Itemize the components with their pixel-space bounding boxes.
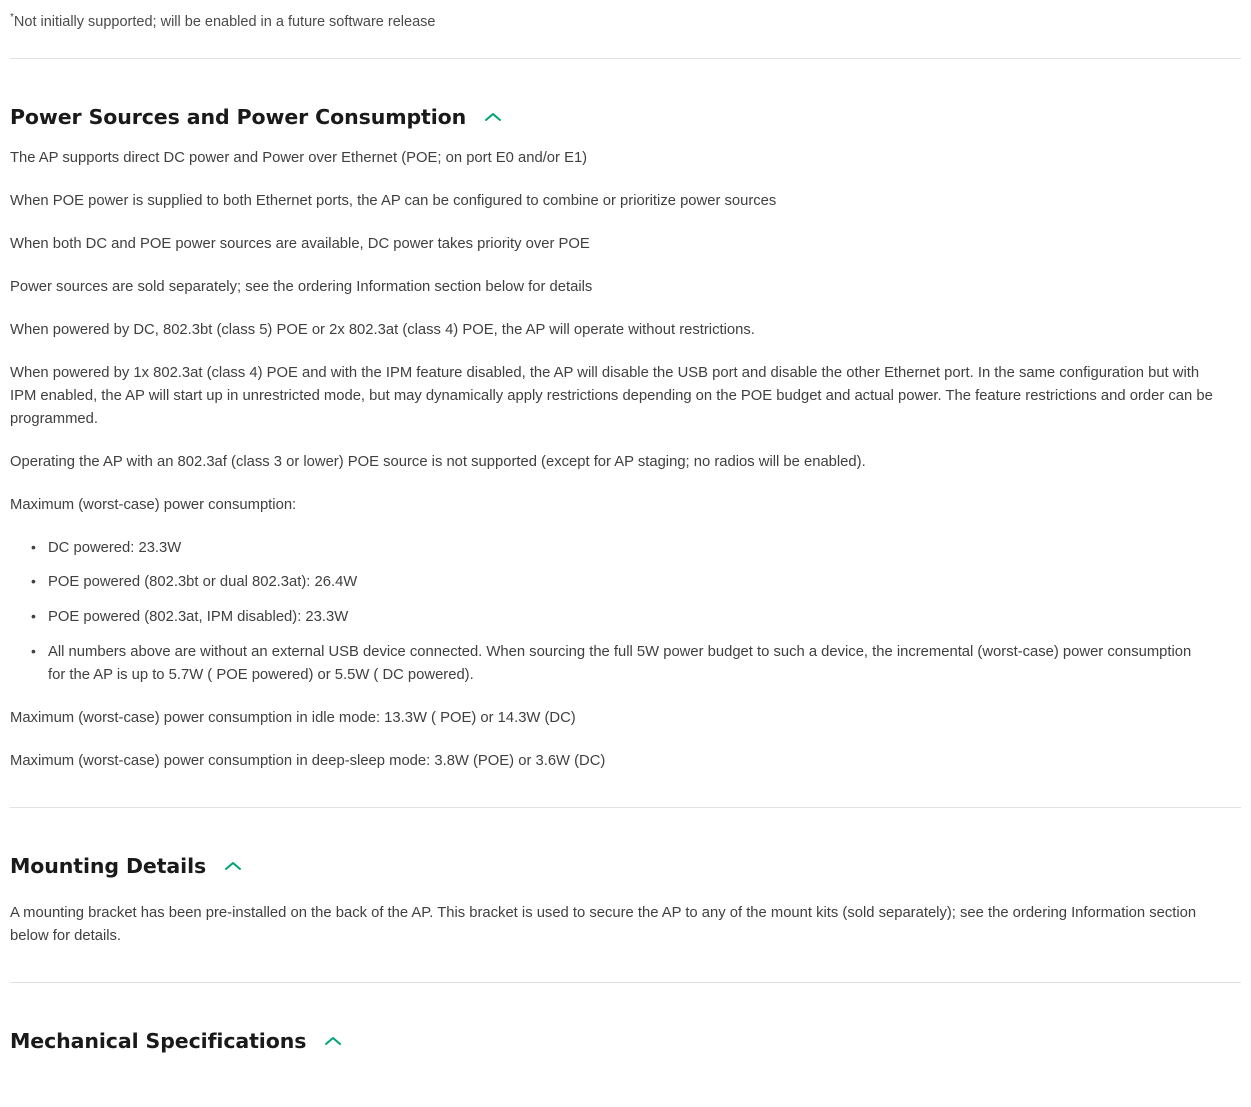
- section-header[interactable]: [10, 983, 1241, 1061]
- page-title: Power Sources and Power Consumption: [10, 105, 467, 130]
- paragraph: When both DC and POE power sources are available, DC power takes priority over POE: [10, 236, 590, 253]
- chevron-up-icon[interactable]: [482, 106, 504, 128]
- list-item: • POE powered (802.3bt or dual 802.3at): 26.4W: [48, 565, 1208, 600]
- footnote-text: Not initially supported; will be enabled in a future software release: [13, 14, 436, 30]
- paragraph: Maximum (worst-case) power consumption in deep-sleep mode: 3.8W (POE) or 3.6W (DC): [10, 753, 606, 770]
- page-title: Mechanical Specifications: [10, 1028, 307, 1053]
- section-mounting-details: [10, 808, 1241, 960]
- paragraph: The AP supports direct DC power and Power over Ethernet (POE; on port E0 and/or E1): [10, 150, 588, 167]
- page-title: Mounting Details: [10, 853, 207, 878]
- section-mechanical-specifications: [10, 983, 1241, 1061]
- chevron-up-icon[interactable]: [322, 1030, 344, 1052]
- paragraph: Maximum (worst-case) power consumption in idle mode: 13.3W ( POE) or 14.3W (DC): [10, 710, 576, 727]
- paragraph: When powered by 1x 802.3at (class 4) POE and with the IPM feature disabled, the AP will disable the USB port and disable the other Ethernet port. In the same configuration but with IPM enabled, the AP will start up in unrestricted mode, but may dynamically apply restrictions depending on the POE budget and actual power. The feature restrictions and order can be programmed.: [10, 364, 1213, 427]
- section-power-sources: [10, 59, 1241, 785]
- footnote-marker: *: [10, 12, 14, 24]
- section-header[interactable]: [10, 59, 1241, 137]
- list-item: • All numbers above are without an external USB device connected. When sourcing the full 5W power budget to such a device, the incremental (worst-case) power consumption for the AP is up to 5.7W ( POE powered) or 5.5W ( DC powered).: [48, 635, 1208, 693]
- paragraph: When POE power is supplied to both Ethernet ports, the AP can be configured to combine or prioritize power sources: [10, 193, 777, 210]
- paragraph: A mounting bracket has been pre-installed on the back of the AP. This bracket is used to secure the AP to any of the mount kits (sold separately); see the ordering Information section below for details.: [10, 904, 1197, 944]
- paragraph: Power sources are sold separately; see the ordering Information section below for details: [10, 279, 593, 296]
- section-header[interactable]: [10, 808, 1241, 886]
- paragraph: Maximum (worst-case) power consumption:: [10, 496, 297, 513]
- bullet-list: [10, 531, 1241, 694]
- paragraph: Operating the AP with an 802.3af (class 3 or lower) POE source is not supported (except for AP staging; no radios will be enabled).: [10, 453, 866, 470]
- paragraph: When powered by DC, 802.3bt (class 5) POE or 2x 802.3at (class 4) POE, the AP will operate without restrictions.: [10, 321, 755, 338]
- footnote: [10, 0, 1241, 36]
- list-item: • DC powered: 23.3W: [48, 531, 1208, 566]
- list-item: • POE powered (802.3at, IPM disabled): 23.3W: [48, 600, 1208, 635]
- chevron-up-icon[interactable]: [222, 855, 244, 877]
